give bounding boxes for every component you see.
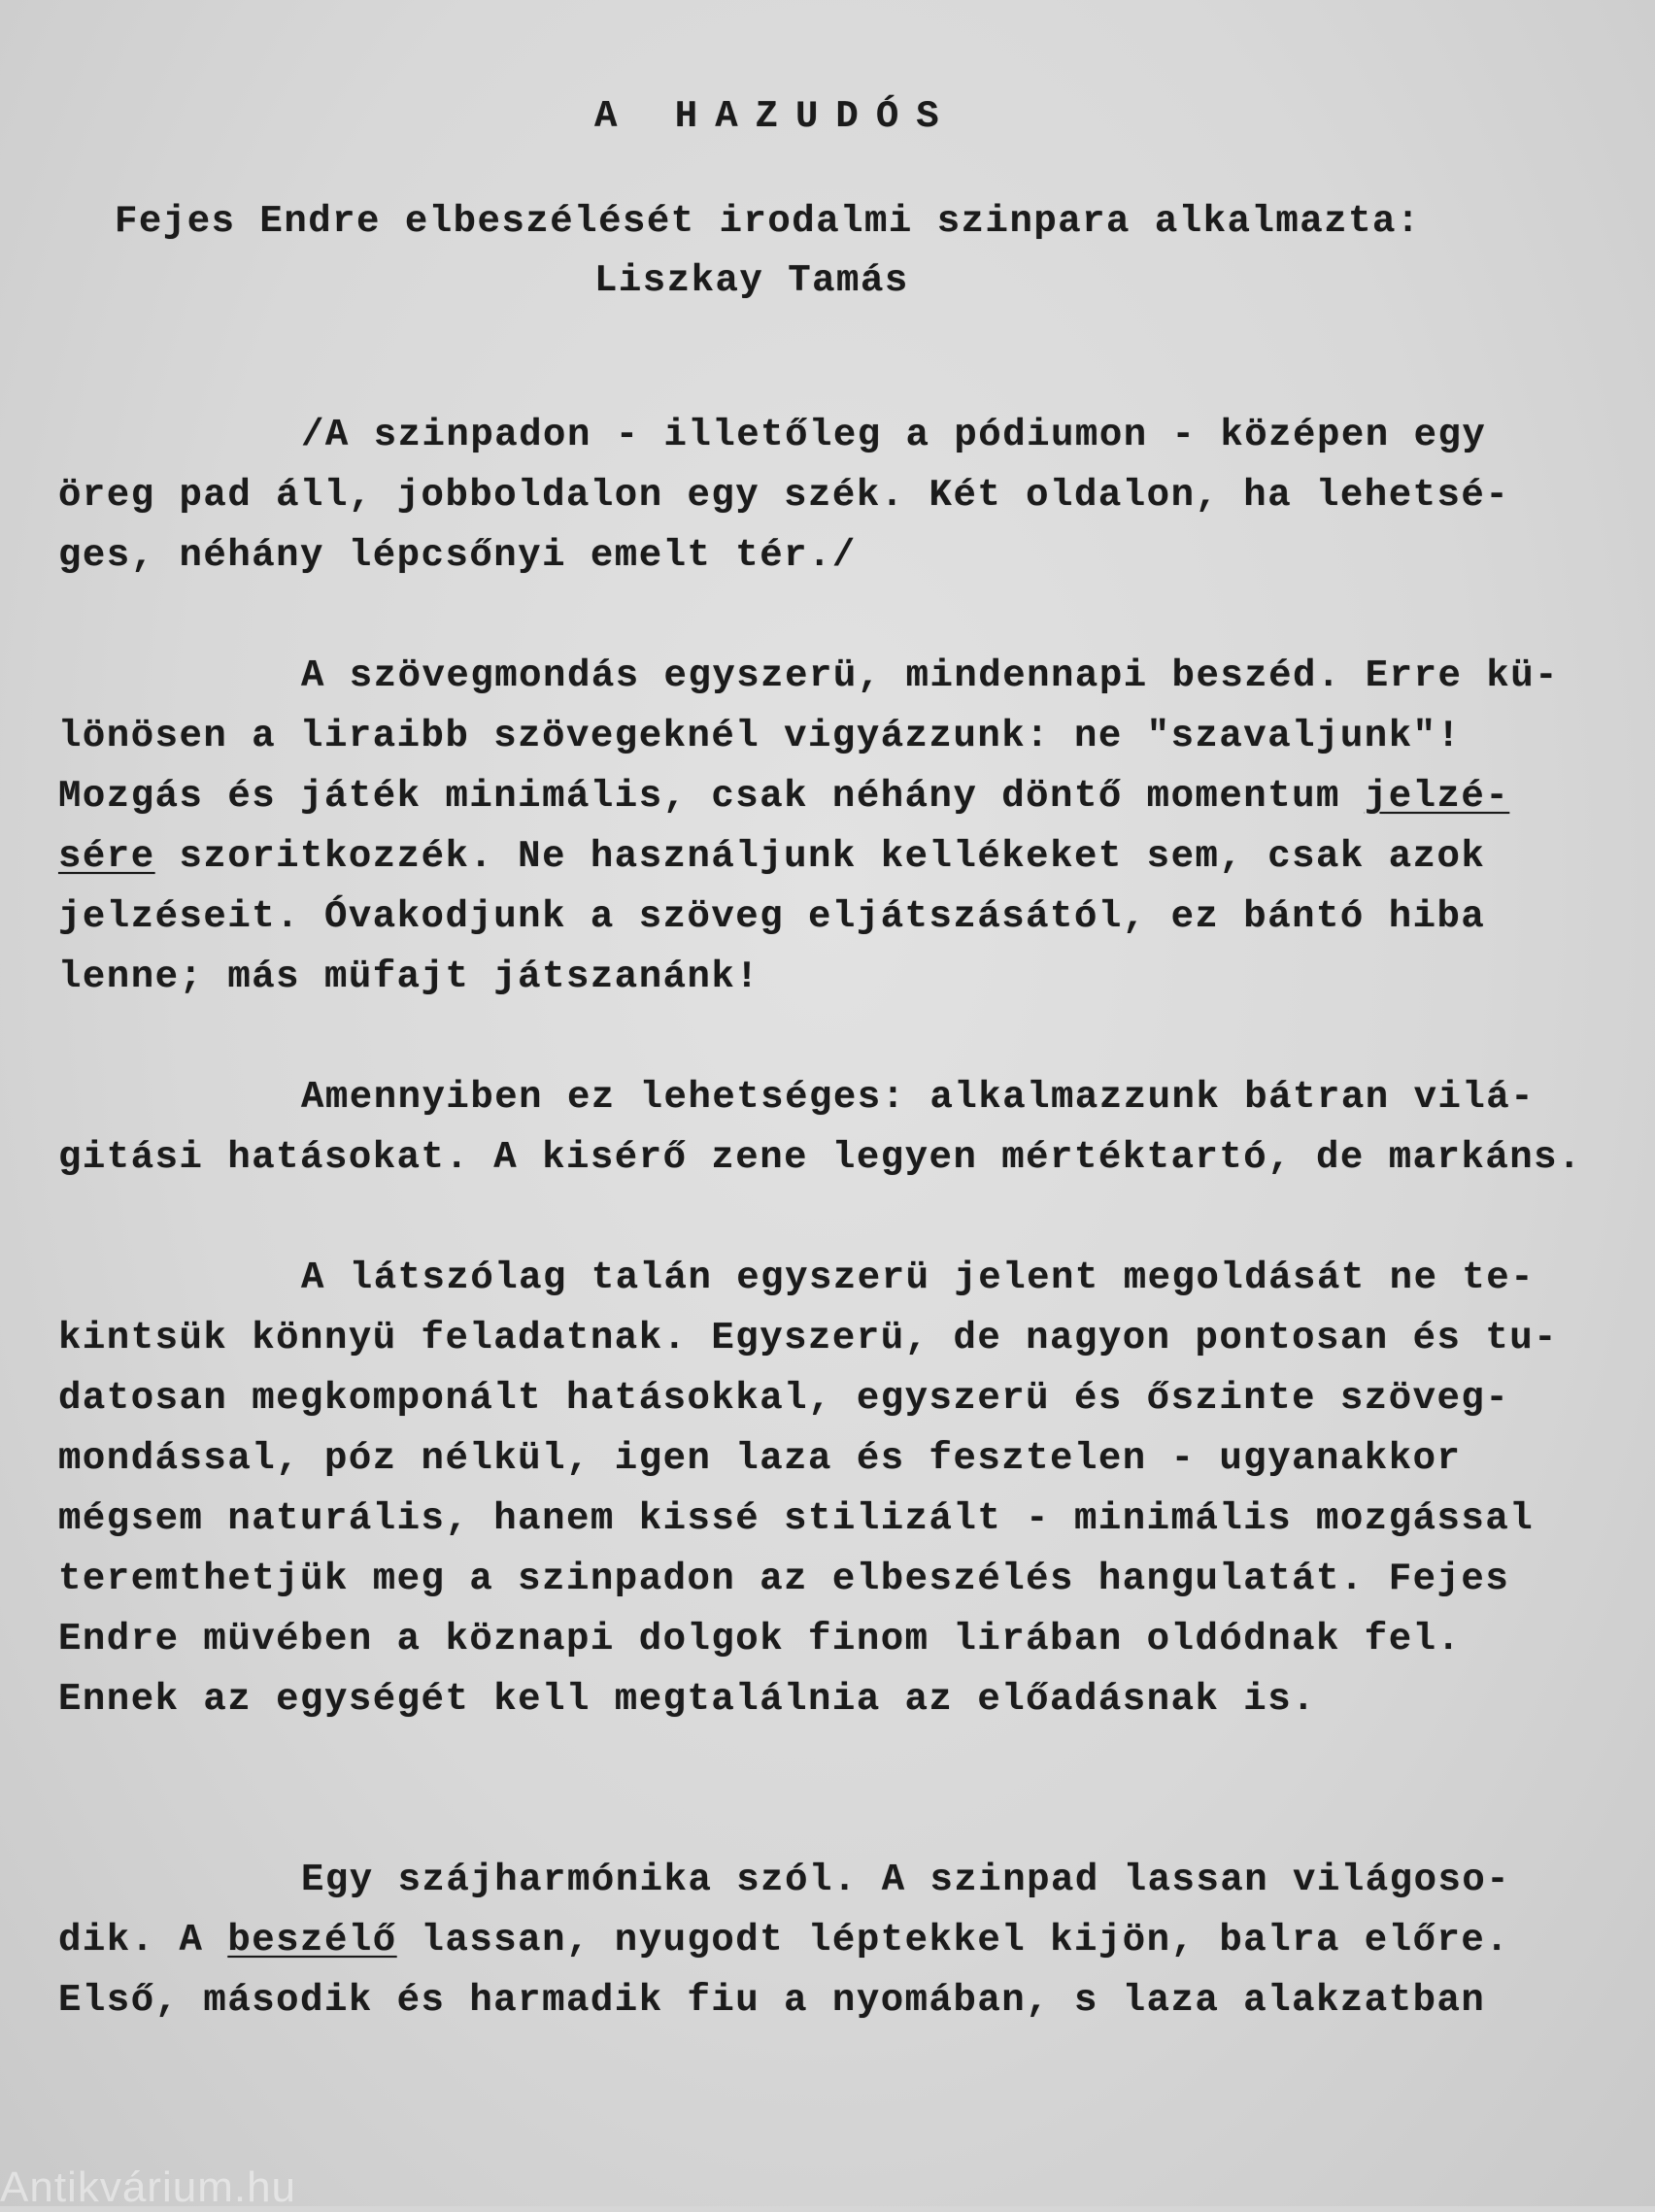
typewritten-page (58, 92, 1603, 2030)
text-line: Egy szájharmónika szól. A szinpad lassan világoso- (301, 1859, 1511, 1901)
paragraph-opening-scene (58, 1850, 1603, 2030)
text-line: jelzéseit. Óvakodjunk a szöveg eljátszásától, ez bántó hiba (58, 895, 1486, 938)
text-line: szoritkozzék. Ne használjunk kellékeket sem, csak azok (154, 835, 1486, 878)
text-line: kintsük könnyü feladatnak. Egyszerü, de nagyon pontosan és tu- (58, 1317, 1559, 1359)
page-title: A HAZUDÓS (594, 95, 957, 138)
watermark: Antikvárium.hu (0, 2163, 297, 2211)
text-line: A szövegmondás egyszerü, mindennapi beszéd. Erre kü- (301, 654, 1559, 697)
paragraph-stage-setting (58, 405, 1603, 586)
underlined-word: beszélő (227, 1919, 397, 1961)
text-line: A látszólag talán egyszerü jelent megoldását ne te- (301, 1257, 1536, 1299)
underlined-word: jelzé- (1364, 775, 1510, 818)
paragraph-text-delivery (58, 646, 1603, 1007)
author-name: Liszkay Tamás (594, 259, 909, 302)
text-line: Endre müvében a köznapi dolgok finom lirában oldódnak fel. (58, 1618, 1462, 1660)
text-line: /A szinpadon - illetőleg a pódiumon - középen egy (301, 414, 1487, 456)
text-line: Első, második és harmadik fiu a nyomában, s laza alakzatban (58, 1979, 1486, 2022)
text-line: Mozgás és játék minimális, csak néhány döntő momentum (58, 775, 1365, 818)
text-line: teremthetjük meg a szinpadon az elbeszélés hangulatát. Fejes (58, 1558, 1510, 1600)
text-line: Amennyiben ez lehetséges: alkalmazzunk bátran vilá- (301, 1076, 1536, 1119)
text-line: mégsem naturális, hanem kissé stilizált - minimális mozgással (58, 1497, 1535, 1540)
text-line: lönösen a liraibb szövegeknél vigyázzunk: ne "szavaljunk"! (58, 715, 1462, 757)
paragraph-lighting (58, 1067, 1603, 1188)
text-line: gitási hatásokat. A kisérő zene legyen mértéktartó, de markáns. (58, 1136, 1582, 1179)
paragraph-scene-solution (58, 1248, 1603, 1729)
text-line: dik. A (58, 1919, 228, 1961)
text-line: datosan megkomponált hatásokkal, egyszerü és őszinte szöveg- (58, 1377, 1510, 1420)
text-line: ges, néhány lépcsőnyi emelt tér./ (58, 534, 857, 577)
text-line: lassan, nyugodt léptekkel kijön, balra előre. (396, 1919, 1510, 1961)
adaptation-credit: Fejes Endre elbeszélését irodalmi szinpara alkalmazta: (115, 200, 1421, 243)
underlined-word: sére (58, 835, 155, 878)
text-line: Ennek az egységét kell megtalálnia az előadásnak is. (58, 1678, 1316, 1721)
text-line: lenne; más müfajt játszanánk! (58, 955, 760, 998)
text-line: mondással, póz nélkül, igen laza és fesztelen - ugyanakkor (58, 1437, 1462, 1480)
text-line: öreg pad áll, jobboldalon egy szék. Két oldalon, ha lehetsé- (58, 474, 1510, 517)
